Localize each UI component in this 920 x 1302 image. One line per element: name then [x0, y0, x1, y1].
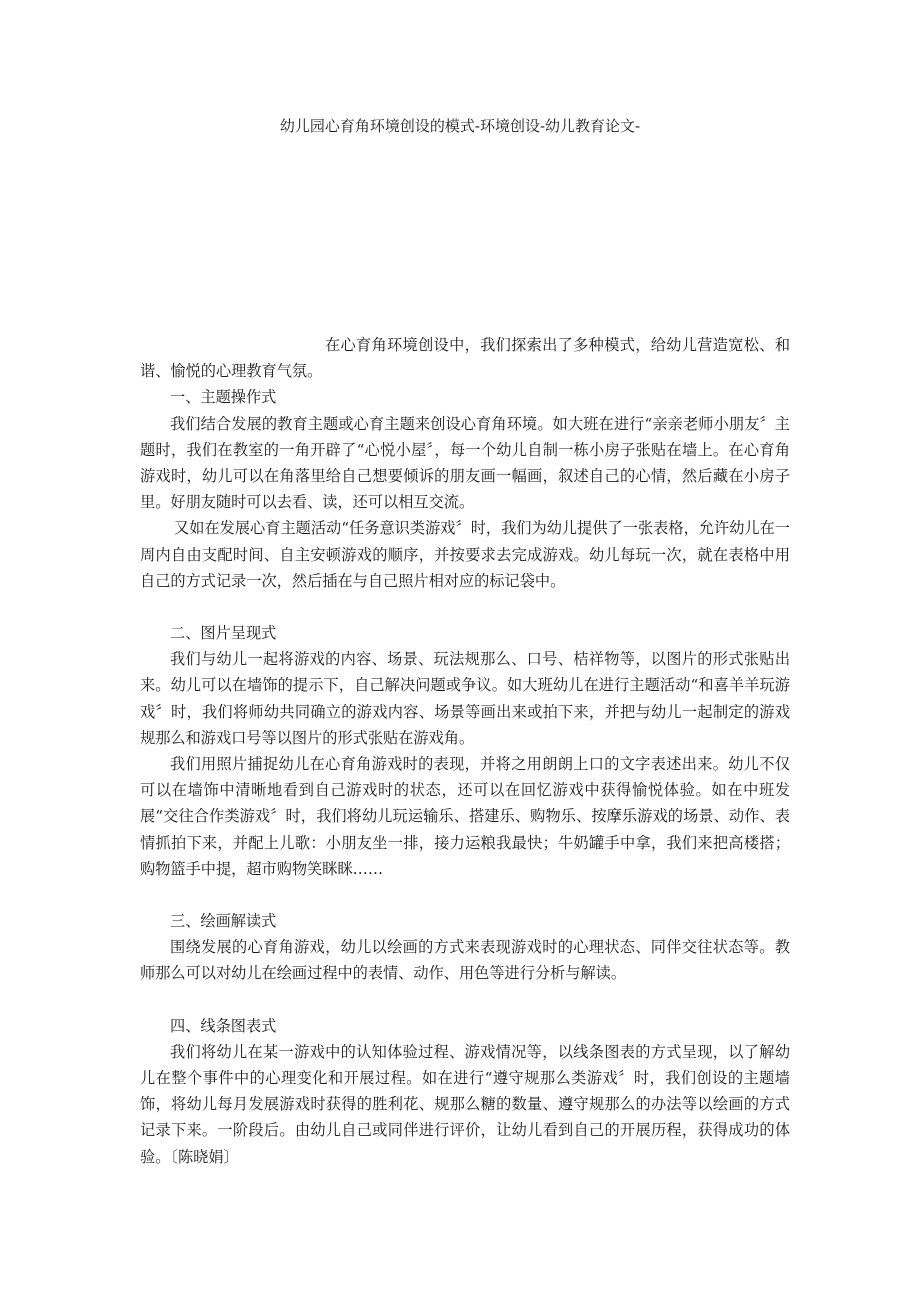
spacer — [140, 882, 790, 908]
section-heading-3: 三、绘画解读式 — [170, 912, 277, 931]
section-heading-4: 四、线条图表式 — [170, 1016, 277, 1035]
document-title: 幼儿园心育角环境创设的模式-环境创设-幼儿教育论文- — [279, 117, 641, 135]
spacer — [140, 987, 790, 1013]
section-2-paragraph-2: 我们用照片捕捉幼儿在心育角游戏时的表现，并将之用朗朗上口的文字表述出来。幼儿不仅可以在墙饰中清晰地看到自己游戏时的状态，还可以在回忆游戏中获得愉悦体验。如在中班发展“交往合作类游戏〞时，我们将幼儿玩运输乐、搭建乐、购物乐、按摩乐游戏的场景、动作、表情抓拍下来，并配上儿歌：小朋友坐一排，接力运粮我最快；牛奶罐手中拿，我们来把高楼搭；购物篮手中提，超市购物笑眯眯…… — [140, 755, 790, 878]
section-2-paragraph-1: 我们与幼儿一起将游戏的内容、场景、玩法规那么、口号、桔祥物等，以图片的形式张贴出来。幼儿可以在墙饰的提示下，自己解决问题或争议。如大班幼儿在进行主题活动“和喜羊羊玩游戏〞时，我们将师幼共同确立的游戏内容、场景等画出来或拍下来，并把与幼儿一起制定的游戏规那么和游戏口号等以图片的形式张贴在游戏角。 — [140, 650, 790, 747]
lead-paragraph: 在心育角环境创设中，我们探索出了多种模式，给幼儿营造宽松、和谐、愉悦的心理教育气氛。 — [140, 336, 790, 381]
section-heading-1: 一、主题操作式 — [170, 388, 277, 407]
section-heading-2: 二、图片呈现式 — [170, 624, 277, 643]
section-3-paragraph-1: 围绕发展的心育角游戏，幼儿以绘画的方式来表现游戏时的心理状态、同伴交往状态等。教师那么可以对幼儿在绘画过程中的表情、动作、用色等进行分析与解读。 — [140, 938, 790, 983]
spacer — [140, 594, 790, 620]
document-body — [140, 332, 790, 1170]
section-1-paragraph-2: 又如在发展心育主题活动“任务意识类游戏〞时，我们为幼儿提供了一张表格，允许幼儿在一周内自由支配时间、自主安顿游戏的顺序，并按要求去完成游戏。幼儿每玩一次，就在表格中用自己的方式记录一次，然后插在与自己照片相对应的标记袋中。 — [140, 519, 790, 590]
section-1-paragraph-1: 我们结合发展的教育主题或心育主题来创设心育角环境。如大班在进行“亲亲老师小朋友〞主题时，我们在教室的一角开辟了“心悦小屋〞，每一个幼儿自制一栋小房子张贴在墙上。在心育角游戏时，幼儿可以在角落里给自己想要倾诉的朋友画一幅画，叙述自己的心情，然后藏在小房子里。好朋友随时可以去看、读，还可以相互交流。 — [140, 414, 790, 512]
section-4-paragraph-1: 我们将幼儿在某一游戏中的认知体验过程、游戏情况等，以线条图表的方式呈现，以了解幼儿在整个事件中的心理变化和开展过程。如在进行“遵守规那么类游戏〞时，我们创设的主题墙饰，将幼儿每月发展游戏时获得的胜利花、规那么糖的数量、遵守规那么的办法等以绘画的方式记录下来。一阶段后。由幼儿自己或同伴进行评价，让幼儿看到自己的开展历程，获得成功的体验。〔陈晓娟〕 — [140, 1042, 790, 1166]
